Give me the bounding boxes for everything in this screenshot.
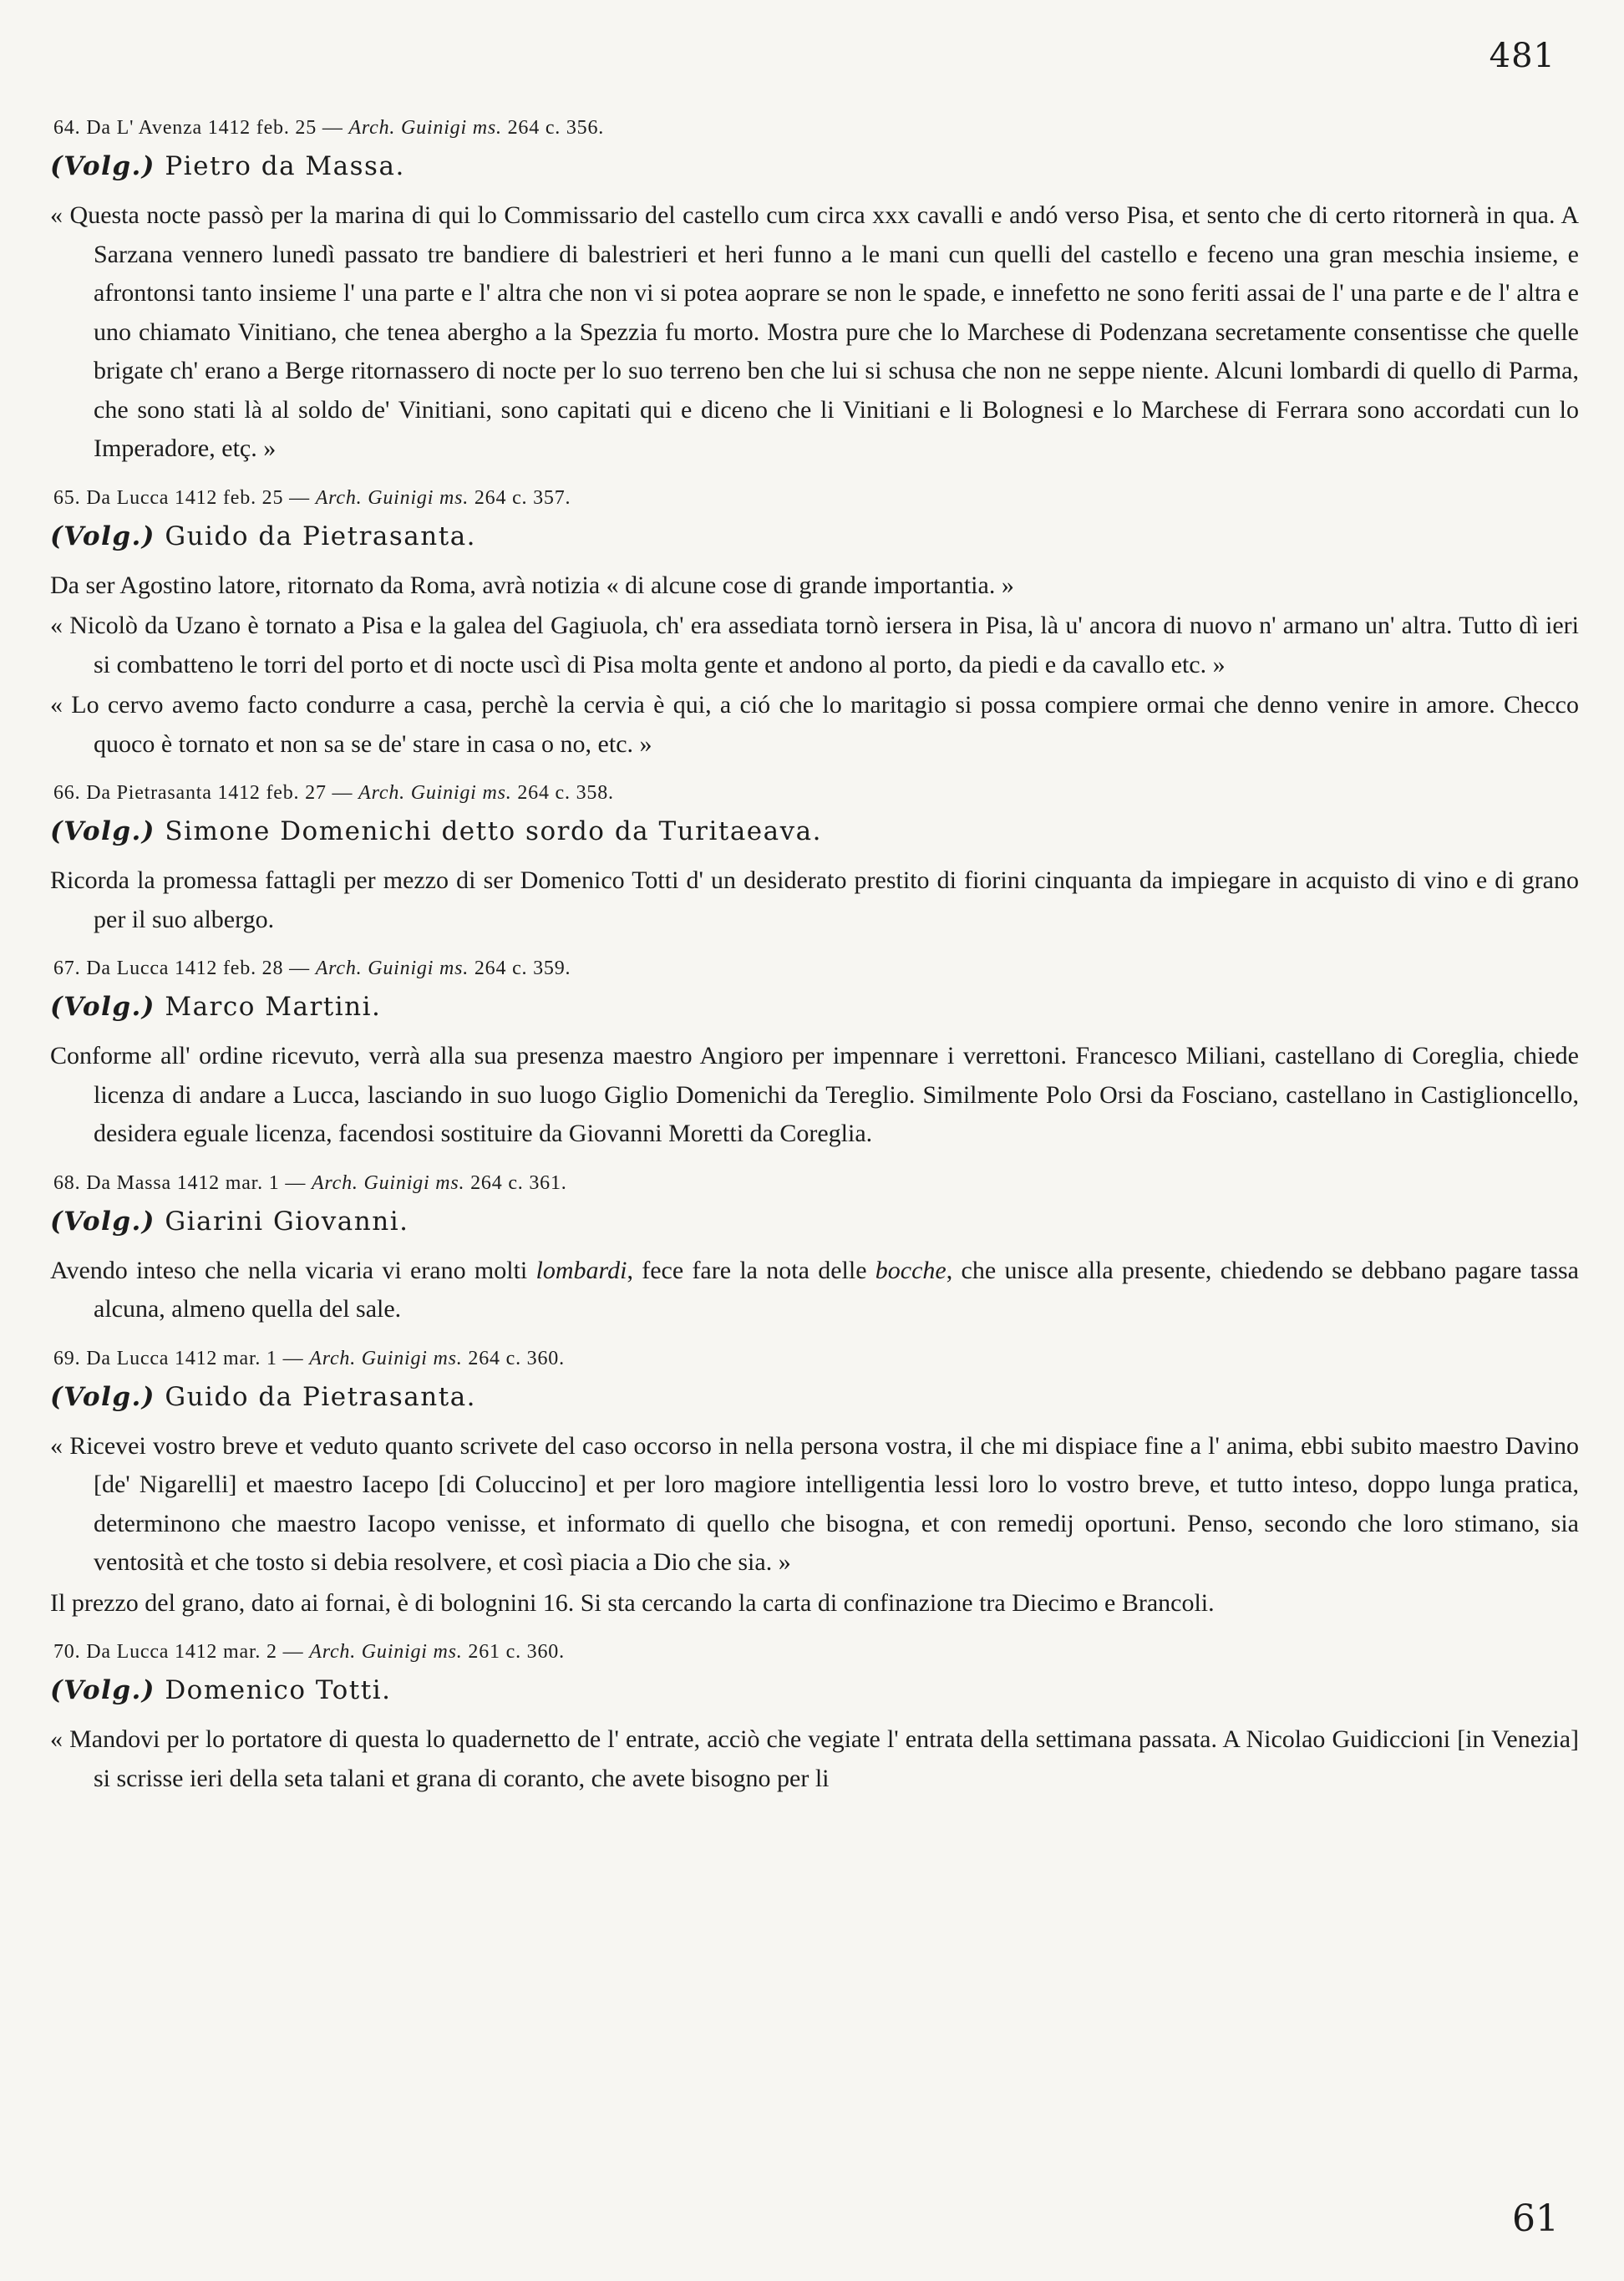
entry-number: 64. [53,117,81,139]
volg-tag: (Volg.) [50,1206,155,1237]
letter-entry [50,1641,1579,1798]
entry-number: 66. [53,782,81,804]
letter-entry [50,1348,1579,1623]
letter-paragraph [50,1252,1579,1329]
sender-line [50,992,1579,1022]
folio: 264 c. 357. [474,486,571,509]
folio: 261 c. 360. [468,1641,565,1663]
volg-tag: (Volg.) [50,816,155,846]
letter-paragraph: « Lo cervo avemo facto condurre a casa, perchè la cervia è qui, a ció che lo maritagio si possa compiere ormai che denno venire in amore. Checco quoco è tornato et non sa se de' stare in casa o no, etc. » [50,691,1579,758]
sender-line [50,1207,1579,1237]
sender-name: Guido da Pietrasanta. [165,1381,477,1412]
sender-name: Pietro da Massa. [165,151,405,181]
letter-paragraph: Il prezzo del grano, dato ai fornai, è di bolognini 16. Si sta cercando la carta di confinazione tra Diecimo e Brancoli. [50,1588,1215,1617]
page-number: 481 [1489,37,1555,75]
archive: Arch. Guinigi ms. [348,117,502,139]
entry-number: 68. [53,1171,81,1194]
document-body [50,117,1579,1816]
italic-term: lombardi [535,1256,627,1284]
folio: 264 c. 361. [470,1171,567,1194]
letter-paragraph: « Nicolò da Uzano è tornato a Pisa e la galea del Gagiuola, ch' era assediata tornò iersera in Pisa, là u' ancora di nuovo n' armano un' altra. Tutto dì ieri si combatteno le torri del porto et di nocte uscì di Pisa molta gente et andono al porto, da piedi e da cavallo etc. » [50,612,1579,678]
place-date: Da Pietrasanta 1412 feb. 27 — [86,782,353,804]
sender-line [50,151,1579,181]
letter-entry [50,117,1579,469]
entry-reference [53,1172,1579,1195]
place-date: Da Lucca 1412 mar. 1 — [86,1347,304,1369]
archive: Arch. Guinigi ms. [309,1641,463,1663]
entry-number: 65. [53,486,81,509]
letter-entry [50,487,1579,765]
place-date: Da Lucca 1412 mar. 2 — [86,1641,304,1663]
folio: 264 c. 356. [507,117,605,139]
place-date: Da Lucca 1412 feb. 25 — [86,486,310,509]
entry-number: 69. [53,1347,81,1369]
letter-paragraph: Conforme all' ordine ricevuto, verrà alla sua presenza maestro Angioro per impennare i verrettoni. Francesco Miliani, castellano di Coreglia, chiede licenza di andare a Lucca, lasciando in suo luogo Giglio Domenichi da Tereglio. Similmente Polo Orsi da Fosciano, castellano in Castiglioncello, desidera eguale licenza, facendosi sostituire da Giovanni Moretti da Coreglia. [50,1042,1579,1147]
letter-paragraph: Ricorda la promessa fattagli per mezzo di ser Domenico Totti d' un desiderato prestito di fiorini cinquanta da impiegare in acquisto di vino e di grano per il suo albergo. [50,866,1579,933]
sender-line [50,1382,1579,1412]
archive: Arch. Guinigi ms. [358,782,512,804]
entry-number: 67. [53,958,81,979]
letter-paragraph: Da ser Agostino latore, ritornato da Roma, avrà notizia « di alcune cose di grande importantia. » [50,571,1014,599]
place-date: Da Massa 1412 mar. 1 — [86,1171,307,1194]
sender-name: Marco Martini. [165,992,382,1022]
text-run: , che unisce alla presente, chiedendo se debbano pagare tassa alcuna, almeno quella del sale. [94,1256,1579,1323]
place-date: Da Lucca 1412 feb. 28 — [86,958,310,979]
volg-tag: (Volg.) [50,521,155,551]
letter-entry [50,782,1579,939]
folio: 264 c. 359. [474,958,571,979]
sender-name: Domenico Totti. [165,1675,392,1705]
text-run: Avendo inteso che nella vicaria vi erano molti [50,1256,536,1284]
sender-name: Giarini Giovanni. [165,1206,409,1237]
italic-term: bocche [875,1256,946,1284]
sender-line [50,816,1579,846]
letter-entry [50,958,1579,1154]
volg-tag: (Volg.) [50,151,155,181]
place-date: Da L' Avenza 1412 feb. 25 — [86,117,343,139]
archive: Arch. Guinigi ms. [315,958,469,979]
text-run: , fece fare la nota delle [627,1256,875,1284]
entry-reference [53,958,1579,980]
folio: 264 c. 360. [468,1347,565,1369]
entry-reference [53,1348,1579,1370]
archive: Arch. Guinigi ms. [315,486,469,509]
entry-reference [53,117,1579,140]
letter-paragraph: « Mandovi per lo portatore di questa lo quadernetto de l' entrate, acciò che vegiate l' entrata della settimana passata. A Nicolao Guidiccioni [in Venezia] si scrisse ieri della seta talani et grana di coranto, che avete bisogno per li [50,1725,1579,1792]
letter-entry [50,1172,1579,1329]
archive: Arch. Guinigi ms. [309,1347,463,1369]
entry-reference [53,487,1579,510]
volg-tag: (Volg.) [50,1381,155,1412]
letter-paragraph: « Questa nocte passò per la marina di qui lo Commissario del castello cum circa xxx cavalli e andó verso Pisa, et sento che di certo ritornerà in qua. A Sarzana vennero lunedì passato tre bandiere di balestrieri et heri funno a le mani cun quelli del castello e feceno una gran meschia insieme, e afrontonsi tanto insieme l' una parte e l' altra che non vi si potea aoprare se non le spade, e innefetto ne sono feriti assai de l' una parte e de l' altra e uno chiamato Vinitiano, che tenea abergho a la Spezzia fu morto. Mostra pure che lo Marchese di Podenzana secretamente consentisse che quelle brigate ch' erano a Berge ritornassero di nocte per lo suo terreno ben che lui si schusa che non ne seppe niente. Alcuni lombardi di quello di Parma, che sono stati là al soldo de' Vinitiani, sono capitati qui e diceno che li Vinitiani e li Bolognesi e lo Marchese di Ferrara sono accordati cun lo Imperadore, etç. » [50,201,1579,462]
sender-line [50,1675,1579,1705]
entry-reference [53,1641,1579,1664]
volg-tag: (Volg.) [50,992,155,1022]
volg-tag: (Volg.) [50,1675,155,1705]
signature-mark: 61 [1512,2197,1559,2240]
archive: Arch. Guinigi ms. [311,1171,465,1194]
folio: 264 c. 358. [517,782,614,804]
entry-number: 70. [53,1641,81,1663]
letter-paragraph: « Ricevei vostro breve et veduto quanto scrivete del caso occorso in nella persona vostra, il che mi dispiace fine a l' anima, ebbi subito maestro Davino [de' Nigarelli] et maestro Iacepo [di Coluccino] et per loro magiore intelligentia lessi loro lo vostro breve, et tutto inteso, doppo lunga pratica, determinono che maestro Iacopo venisse, et informato di quello che bisogna, et con remedij oportuni. Penso, secondo che loro stimano, sia ventosità et che tosto si debia resolvere, et così piacia a Dio che sia. » [50,1431,1579,1576]
sender-line [50,521,1579,551]
sender-name: Simone Domenichi detto sordo da Turitaeava. [165,816,822,846]
sender-name: Guido da Pietrasanta. [165,521,477,551]
entry-reference [53,782,1579,805]
